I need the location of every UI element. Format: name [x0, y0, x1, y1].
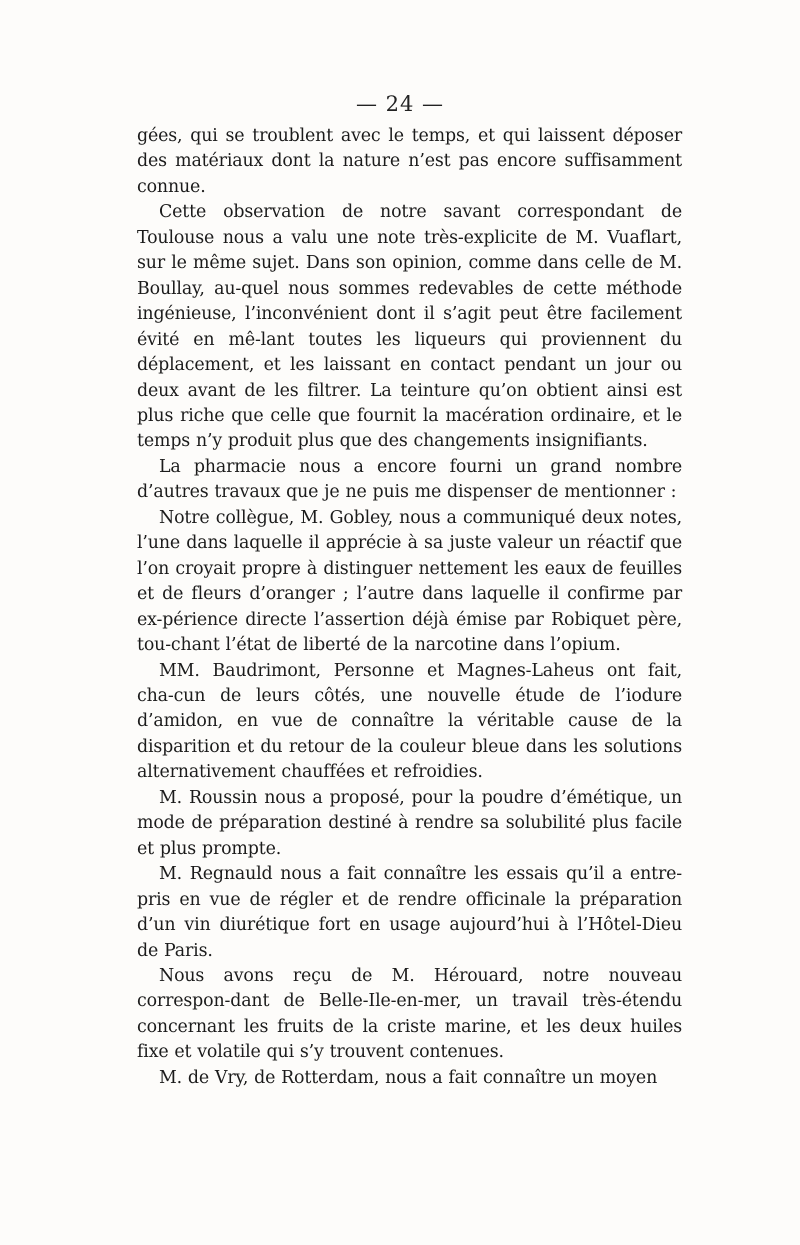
- paragraph-toulouse-observation: Cette observation de notre savant correspondant de Toulouse nous a valu une note très-explicite de M. Vuaflart, sur le même sujet. Dans son opinion, comme dans celle de M. Boullay, au-quel nous sommes redevables de cette méthode ingénieuse, l’inconvénient dont il s’agit peut être facilement évité en mê-lant toutes les liqueurs qui proviennent du déplacement, et les laissant en contact pendant un jour ou deux avant de les filtrer. La teinture qu’on obtient ainsi est plus riche que celle que fournit la macération ordinaire, et le temps n’y produit plus que des changements insignifiants.: [137, 202, 682, 452]
- paragraph-regnauld: M. Regnauld nous a fait connaître les essais qu’il a entre-pris en vue de régler et de rendre officinale la préparation d’un vin diurétique fort en usage aujourd’hui à l’Hôtel-Dieu de Paris.: [137, 864, 682, 961]
- paragraph-continued: gées, qui se troublent avec le temps, et qui laissent déposer des matériaux dont la nature n’est pas encore suffisamment connue.: [137, 126, 682, 197]
- page-number: — 24 —: [355, 92, 445, 116]
- paragraph-baudrimont: MM. Baudrimont, Personne et Magnes-Laheus ont fait, cha-cun de leurs côtés, une nouvelle étude de l’iodure d’amidon, en vue de connaître la véritable cause de la disparition et du retour de la couleur bleue dans les solutions alternativement chauffées et refroidies.: [137, 660, 682, 783]
- paragraph-de-vry: M. de Vry, de Rotterdam, nous a fait connaître un moyen: [159, 1067, 658, 1088]
- body-text: [137, 124, 682, 1091]
- paragraph-pharmacy-works: La pharmacie nous a encore fourni un grand nombre d’autres travaux que je ne puis me dispenser de mentionner :: [137, 456, 682, 503]
- paragraph-gobley: Notre collègue, M. Gobley, nous a communiqué deux notes, l’une dans laquelle il apprécie à sa juste valeur un réactif que l’on croyait propre à distinguer nettement les eaux de feuilles et de fleurs d’oranger ; l’autre dans laquelle il confirme par ex-périence directe l’assertion déjà émise par Robiquet père, tou-chant l’état de liberté de la narcotine dans l’opium.: [137, 507, 682, 656]
- paragraph-roussin: M. Roussin nous a proposé, pour la poudre d’émétique, un mode de préparation destiné à rendre sa solubilité plus facile et plus prompte.: [137, 787, 682, 859]
- paragraph-herouard: Nous avons reçu de M. Hérouard, notre nouveau correspon-dant de Belle-Ile-en-mer, un travail très-étendu concernant les fruits de la criste marine, et les deux huiles fixe et volatile qui s’y trouvent contenues.: [137, 965, 682, 1063]
